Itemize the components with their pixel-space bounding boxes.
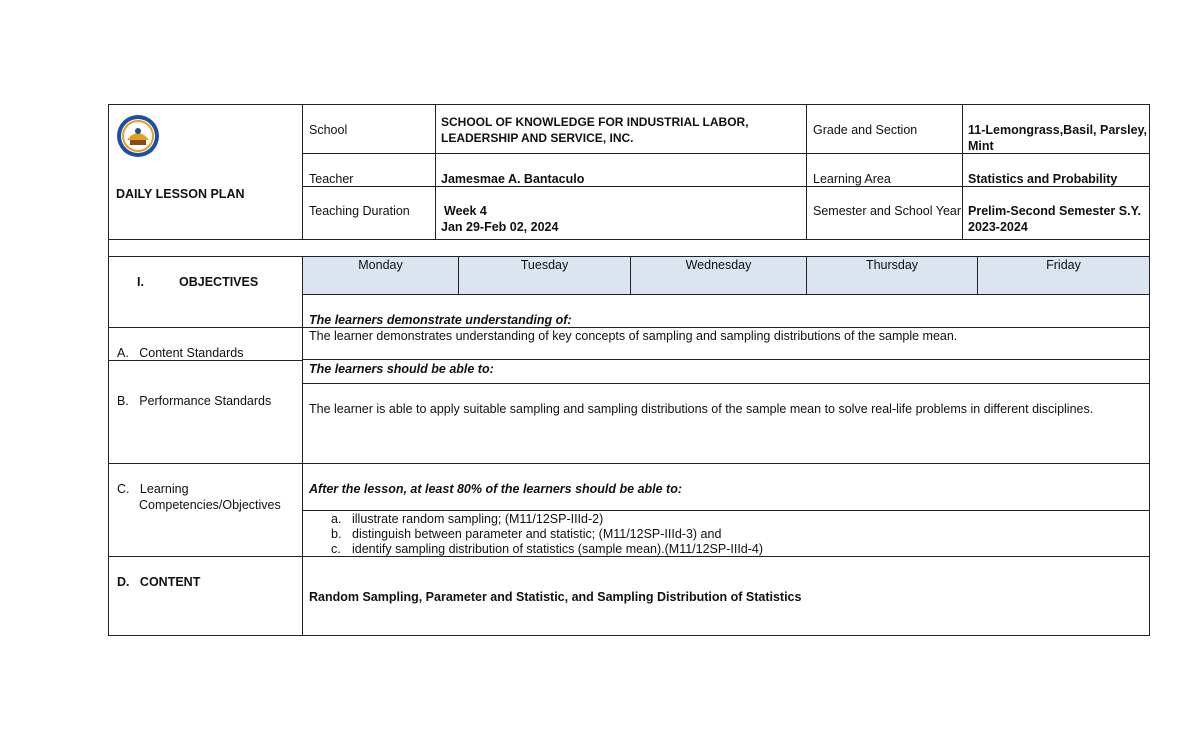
school-value-line2: LEADERSHIP AND SERVICE, INC. (441, 131, 634, 145)
competency-marker: b. (331, 527, 342, 541)
content-standards-intro: The learners demonstrate understanding of: (309, 313, 572, 327)
content-standards-label: A. Content Standards (117, 346, 244, 360)
school-label: School (309, 123, 348, 137)
competency-marker: a. (331, 512, 342, 526)
content-standards-text: The learner demonstrates understanding of key concepts of sampling and sampling distributions of the sample mean. (309, 329, 958, 343)
competency-item: identify sampling distribution of statistics (sample mean).(M11/12SP-IIId-4) (352, 542, 764, 556)
competency-item: illustrate random sampling; (M11/12SP-IIId-2) (352, 512, 604, 526)
semester-label: Semester and School Year (813, 204, 962, 218)
performance-standards-intro: The learners should be able to: (309, 362, 494, 376)
competencies-intro: After the lesson, at least 80% of the learners should be able to: (309, 482, 683, 496)
document-title: DAILY LESSON PLAN (116, 187, 245, 201)
duration-week: Week 4 (444, 204, 487, 218)
competency-item: distinguish between parameter and statistic; (M11/12SP-IIId-3) and (352, 527, 722, 541)
learning-area-value: Statistics and Probability (968, 172, 1118, 186)
school-seal-icon (116, 114, 160, 160)
duration-label: Teaching Duration (309, 204, 410, 218)
day-header-tuesday: Tuesday (459, 257, 631, 294)
grade-label: Grade and Section (813, 123, 918, 137)
competency-marker: c. (331, 542, 341, 556)
objectives-heading: OBJECTIVES (179, 275, 259, 289)
day-header-wednesday: Wednesday (631, 257, 807, 294)
content-label: D. CONTENT (117, 575, 201, 589)
duration-dates: Jan 29-Feb 02, 2024 (441, 220, 559, 234)
performance-standards-label: B. Performance Standards (117, 394, 272, 408)
day-header-friday: Friday (978, 257, 1149, 294)
day-header-thursday: Thursday (807, 257, 978, 294)
content-text: Random Sampling, Parameter and Statistic, and Sampling Distribution of Statistics (309, 590, 802, 604)
school-value-line1: SCHOOL OF KNOWLEDGE FOR INDUSTRIAL LABOR, (441, 115, 749, 129)
learning-area-label: Learning Area (813, 172, 891, 186)
grade-value-line2: Mint (968, 139, 994, 153)
semester-value-line2: 2023-2024 (968, 220, 1028, 234)
day-header-monday: Monday (303, 257, 459, 294)
semester-value-line1: Prelim-Second Semester S.Y. (968, 204, 1141, 218)
teacher-label: Teacher (309, 172, 354, 186)
competencies-label-line1: C. Learning (117, 482, 189, 496)
grade-value-line1: 11-Lemongrass,Basil, Parsley, (968, 123, 1148, 137)
performance-standards-text: The learner is able to apply suitable sampling and sampling distributions of the sample mean to solve real-life problems in different disciplines. (309, 402, 1094, 416)
objectives-numeral: I. (137, 275, 144, 289)
competencies-label-line2: Competencies/Objectives (139, 498, 281, 512)
teacher-value: Jamesmae A. Bantaculo (441, 172, 585, 186)
